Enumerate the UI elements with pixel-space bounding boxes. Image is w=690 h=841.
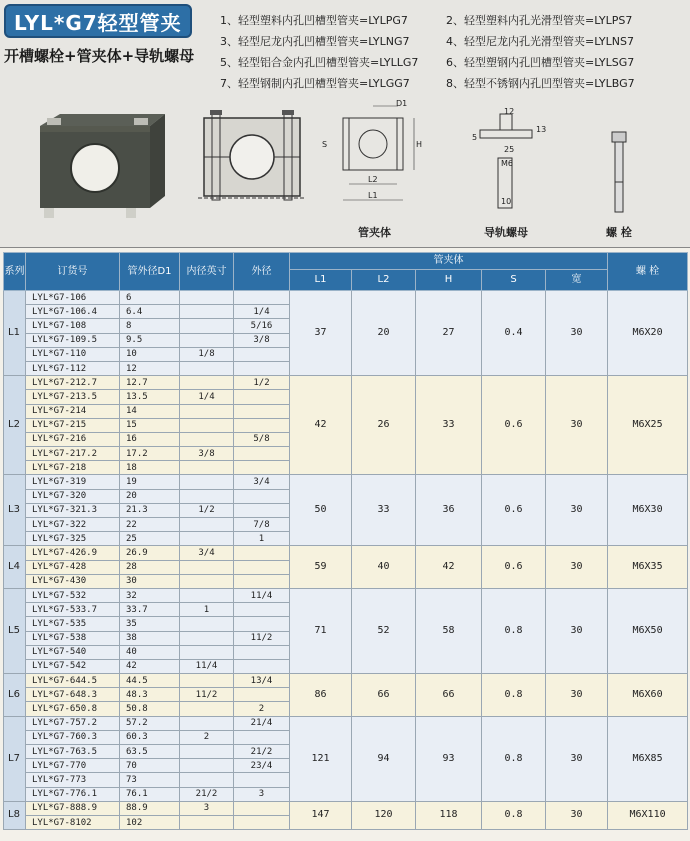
series-cell: L4 [4,546,26,589]
series-cell: L5 [4,588,26,673]
order-no-cell: LYL*G7-213.5 [26,390,120,404]
h-cell: 118 [416,801,482,829]
outer-cell: 5/16 [234,319,290,333]
outer-cell [234,503,290,517]
outer-cell [234,404,290,418]
col-series: 系列 [4,253,26,291]
pipe-od-cell: 57.2 [120,716,180,730]
order-no-cell: LYL*G7-540 [26,645,120,659]
bolt-cell: M6X25 [608,376,688,475]
bolt-cell: M6X110 [608,801,688,829]
outer-cell: 13/4 [234,674,290,688]
inner-inch-cell: 11/4 [180,659,234,673]
variant-item: 6、轻型塑钢内孔凹槽型管夹=LYLSG7 [446,56,635,69]
pipe-od-cell: 15 [120,418,180,432]
order-no-cell: LYL*G7-648.3 [26,688,120,702]
order-no-cell: LYL*G7-321.3 [26,503,120,517]
pipe-od-cell: 44.5 [120,674,180,688]
order-no-cell: LYL*G7-216 [26,432,120,446]
pipe-od-cell: 9.5 [120,333,180,347]
table-row [4,588,688,602]
header-row [4,253,688,270]
col-width: 宽 [546,270,608,291]
h-cell: 36 [416,475,482,546]
col-bolt: 螺 栓 [608,253,688,291]
table-row [4,801,688,815]
inner-inch-cell [180,305,234,319]
pipe-od-cell: 18 [120,461,180,475]
col-l1: L1 [290,270,352,291]
inner-inch-cell [180,588,234,602]
inner-inch-cell [180,574,234,588]
l2-cell: 20 [352,291,416,376]
order-no-cell: LYL*G7-644.5 [26,674,120,688]
s-cell: 0.8 [482,588,546,673]
outer-cell [234,645,290,659]
inner-inch-cell: 1 [180,603,234,617]
bolt-cell: M6X60 [608,674,688,717]
outer-cell [234,574,290,588]
inner-inch-cell [180,815,234,829]
inner-inch-cell: 3/8 [180,447,234,461]
order-no-cell: LYL*G7-215 [26,418,120,432]
pipe-od-cell: 42 [120,659,180,673]
outer-cell [234,390,290,404]
dim-25: 25 [504,145,515,154]
l1-cell: 50 [290,475,352,546]
dim-l1: L1 [368,191,378,200]
outer-cell [234,617,290,631]
inner-inch-cell [180,702,234,716]
width-cell: 30 [546,801,608,829]
bolt-cell: M6X50 [608,588,688,673]
col-inner-inch: 内径英寸 [180,253,234,291]
inner-inch-cell [180,773,234,787]
s-cell: 0.6 [482,546,546,589]
outer-cell: 21/2 [234,745,290,759]
outer-cell [234,815,290,829]
pipe-od-cell: 12 [120,361,180,375]
pipe-od-cell: 20 [120,489,180,503]
outer-cell [234,418,290,432]
dim-l2: L2 [368,175,378,184]
order-no-cell: LYL*G7-319 [26,475,120,489]
pipe-od-cell: 14 [120,404,180,418]
order-no-cell: LYL*G7-888.9 [26,801,120,815]
h-cell: 42 [416,546,482,589]
width-cell: 30 [546,674,608,717]
outer-cell: 5/8 [234,432,290,446]
outer-cell [234,546,290,560]
series-cell: L1 [4,291,26,376]
outer-cell: 3 [234,787,290,801]
col-h: H [416,270,482,291]
l2-cell: 33 [352,475,416,546]
table-row [4,674,688,688]
series-cell: L8 [4,801,26,829]
order-no-cell: LYL*G7-108 [26,319,120,333]
table-row [4,475,688,489]
pipe-od-cell: 35 [120,617,180,631]
bolt-drawing [604,130,634,214]
inner-inch-cell [180,759,234,773]
outer-cell: 1/4 [234,305,290,319]
pipe-od-cell: 16 [120,432,180,446]
variant-item: 4、轻型尼龙内孔光滑型管夹=LYLNS7 [446,35,634,48]
pipe-od-cell: 6.4 [120,305,180,319]
order-no-cell: LYL*G7-776.1 [26,787,120,801]
variant-item: 3、轻型尼龙内孔凹槽型管夹=LYLNG7 [220,35,410,48]
inner-inch-cell [180,617,234,631]
order-no-cell: LYL*G7-428 [26,560,120,574]
dim-d1: D1 [396,100,408,108]
l1-cell: 71 [290,588,352,673]
h-cell: 93 [416,716,482,801]
s-cell: 0.4 [482,291,546,376]
pipe-od-cell: 22 [120,518,180,532]
inner-inch-cell [180,475,234,489]
s-cell: 0.8 [482,801,546,829]
table-row [4,376,688,390]
inner-inch-cell [180,291,234,305]
l2-cell: 26 [352,376,416,475]
inner-inch-cell: 2 [180,730,234,744]
l1-cell: 86 [290,674,352,717]
outer-cell [234,361,290,375]
dim-h: H [416,140,423,149]
order-no-cell: LYL*G7-532 [26,588,120,602]
s-cell: 0.6 [482,475,546,546]
pipe-od-cell: 40 [120,645,180,659]
pipe-od-cell: 38 [120,631,180,645]
width-cell: 30 [546,546,608,589]
order-no-cell: LYL*G7-773 [26,773,120,787]
inner-inch-cell [180,333,234,347]
inner-inch-cell [180,674,234,688]
pipe-od-cell: 60.3 [120,730,180,744]
inner-inch-cell [180,716,234,730]
series-cell: L7 [4,716,26,801]
inner-inch-cell [180,376,234,390]
col-clamp-body: 管夹体 [290,253,608,270]
pipe-od-cell: 26.9 [120,546,180,560]
outer-cell: 3/8 [234,333,290,347]
outer-cell [234,461,290,475]
h-cell: 66 [416,674,482,717]
pipe-od-cell: 50.8 [120,702,180,716]
clamp-dimension-drawing [318,100,428,210]
width-cell: 30 [546,588,608,673]
l1-cell: 42 [290,376,352,475]
inner-inch-cell [180,461,234,475]
pipe-od-cell: 63.5 [120,745,180,759]
order-no-cell: LYL*G7-8102 [26,815,120,829]
l2-cell: 120 [352,801,416,829]
pipe-od-cell: 25 [120,532,180,546]
order-no-cell: LYL*G7-110 [26,347,120,361]
l2-cell: 66 [352,674,416,717]
pipe-od-cell: 12.7 [120,376,180,390]
spec-table [3,252,688,830]
caption-bolt: 螺 栓 [606,226,632,239]
order-no-cell: LYL*G7-217.2 [26,447,120,461]
pipe-od-cell: 76.1 [120,787,180,801]
inner-inch-cell [180,645,234,659]
col-pipe-od: 管外径D1 [120,253,180,291]
outer-cell [234,560,290,574]
divider [0,247,690,248]
l2-cell: 52 [352,588,416,673]
outer-cell: 11/2 [234,631,290,645]
table-row [4,291,688,305]
order-no-cell: LYL*G7-322 [26,518,120,532]
order-no-cell: LYL*G7-770 [26,759,120,773]
table-row [4,546,688,560]
series-cell: L2 [4,376,26,475]
bolt-cell: M6X30 [608,475,688,546]
outer-cell: 11/4 [234,588,290,602]
pipe-od-cell: 32 [120,588,180,602]
caption-rail-nut: 导轨螺母 [484,226,528,239]
variant-item: 1、轻型塑料内孔凹槽型管夹=LYLPG7 [220,14,408,27]
inner-inch-cell: 1/2 [180,503,234,517]
pipe-od-cell: 8 [120,319,180,333]
inner-inch-cell: 1/4 [180,390,234,404]
order-no-cell: LYL*G7-112 [26,361,120,375]
page-title: LYL*G7轻型管夹 [14,10,182,35]
order-no-cell: LYL*G7-650.8 [26,702,120,716]
outer-cell [234,603,290,617]
inner-inch-cell [180,361,234,375]
width-cell: 30 [546,291,608,376]
inner-inch-cell: 11/2 [180,688,234,702]
spec-table-body [4,291,688,830]
width-cell: 30 [546,475,608,546]
order-no-cell: LYL*G7-212.7 [26,376,120,390]
pipe-od-cell: 13.5 [120,390,180,404]
outer-cell: 1/2 [234,376,290,390]
series-cell: L3 [4,475,26,546]
outer-cell [234,801,290,815]
inner-inch-cell [180,489,234,503]
width-cell: 30 [546,716,608,801]
order-no-cell: LYL*G7-533.7 [26,603,120,617]
outer-cell [234,347,290,361]
order-no-cell: LYL*G7-430 [26,574,120,588]
inner-inch-cell [180,532,234,546]
inner-inch-cell: 3/4 [180,546,234,560]
s-cell: 0.8 [482,674,546,717]
col-order-no: 订货号 [26,253,120,291]
outer-cell: 21/4 [234,716,290,730]
title-badge [4,4,192,38]
dim-12: 12 [504,108,515,116]
order-no-cell: LYL*G7-106 [26,291,120,305]
h-cell: 33 [416,376,482,475]
pipe-od-cell: 88.9 [120,801,180,815]
pipe-od-cell: 28 [120,560,180,574]
outer-cell: 7/8 [234,518,290,532]
pipe-od-cell: 48.3 [120,688,180,702]
series-cell: L6 [4,674,26,717]
l1-cell: 147 [290,801,352,829]
outer-cell [234,773,290,787]
pipe-od-cell: 102 [120,815,180,829]
inner-inch-cell: 1/8 [180,347,234,361]
outer-cell: 3/4 [234,475,290,489]
pipe-od-cell: 70 [120,759,180,773]
dim-13: 13 [536,125,547,134]
inner-inch-cell [180,631,234,645]
bolt-cell: M6X85 [608,716,688,801]
order-no-cell: LYL*G7-538 [26,631,120,645]
h-cell: 58 [416,588,482,673]
caption-clamp-body: 管夹体 [358,226,391,239]
l2-cell: 94 [352,716,416,801]
col-s: S [482,270,546,291]
pipe-od-cell: 30 [120,574,180,588]
pipe-od-cell: 6 [120,291,180,305]
order-no-cell: LYL*G7-542 [26,659,120,673]
variant-item: 7、轻型钢制内孔凹槽型管夹=LYLGG7 [220,77,410,90]
outer-cell: 1 [234,532,290,546]
order-no-cell: LYL*G7-426.9 [26,546,120,560]
pipe-od-cell: 73 [120,773,180,787]
pipe-od-cell: 17.2 [120,447,180,461]
order-no-cell: LYL*G7-218 [26,461,120,475]
width-cell: 30 [546,376,608,475]
inner-inch-cell [180,319,234,333]
rail-nut-drawing [468,108,548,213]
dim-5: 5 [472,133,478,142]
outer-cell [234,730,290,744]
order-no-cell: LYL*G7-763.5 [26,745,120,759]
s-cell: 0.8 [482,716,546,801]
order-no-cell: LYL*G7-535 [26,617,120,631]
dim-m6: M6 [501,159,513,168]
l2-cell: 40 [352,546,416,589]
bolt-cell: M6X20 [608,291,688,376]
outer-cell: 2 [234,702,290,716]
variant-item: 5、轻型铝合金内孔凹槽型管夹=LYLLG7 [220,56,419,69]
pipe-od-cell: 33.7 [120,603,180,617]
outer-cell [234,447,290,461]
pipe-od-cell: 10 [120,347,180,361]
table-row [4,716,688,730]
inner-inch-cell [180,404,234,418]
outer-cell [234,489,290,503]
order-no-cell: LYL*G7-214 [26,404,120,418]
order-no-cell: LYL*G7-325 [26,532,120,546]
col-outer: 外径 [234,253,290,291]
dim-s: S [322,140,328,149]
pipe-od-cell: 21.3 [120,503,180,517]
outer-cell [234,688,290,702]
variant-item: 2、轻型塑料内孔光滑型管夹=LYLPS7 [446,14,633,27]
clamp-section-drawing [198,100,306,205]
page-subtitle: 开槽螺栓+管夹体+导轨螺母 [4,47,195,65]
clamp-photo [30,96,175,226]
s-cell: 0.6 [482,376,546,475]
inner-inch-cell [180,418,234,432]
inner-inch-cell: 21/2 [180,787,234,801]
col-l2: L2 [352,270,416,291]
bolt-cell: M6X35 [608,546,688,589]
header-panel [0,0,690,248]
outer-cell [234,291,290,305]
l1-cell: 121 [290,716,352,801]
inner-inch-cell [180,432,234,446]
pipe-od-cell: 19 [120,475,180,489]
l1-cell: 59 [290,546,352,589]
h-cell: 27 [416,291,482,376]
dim-10: 10 [501,197,512,206]
outer-cell: 23/4 [234,759,290,773]
inner-inch-cell [180,518,234,532]
inner-inch-cell [180,560,234,574]
variant-item: 8、轻型不锈钢内孔凹型管夹=LYLBG7 [446,77,635,90]
order-no-cell: LYL*G7-320 [26,489,120,503]
order-no-cell: LYL*G7-757.2 [26,716,120,730]
inner-inch-cell: 3 [180,801,234,815]
order-no-cell: LYL*G7-106.4 [26,305,120,319]
inner-inch-cell [180,745,234,759]
outer-cell [234,659,290,673]
order-no-cell: LYL*G7-760.3 [26,730,120,744]
l1-cell: 37 [290,291,352,376]
order-no-cell: LYL*G7-109.5 [26,333,120,347]
